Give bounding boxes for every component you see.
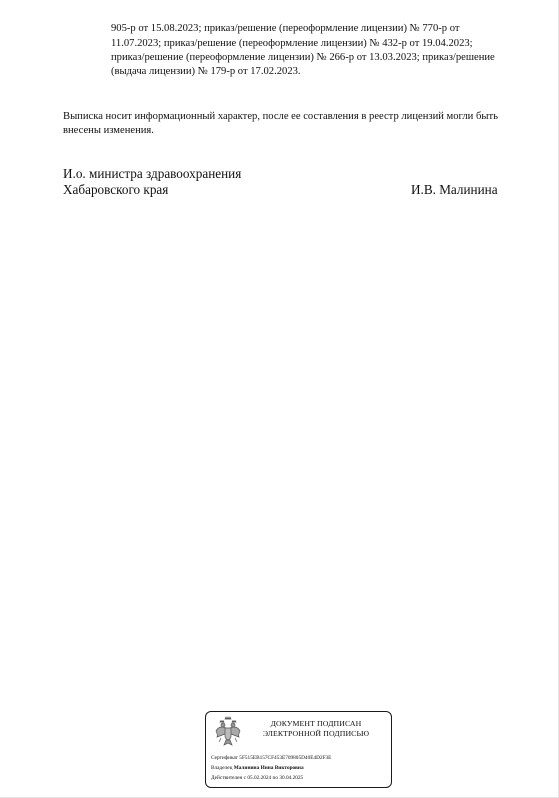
order-history-line: 11.07.2023; приказ/решение (переоформление лицензии) № 432-р от 19.04.2023; xyxy=(111,38,473,49)
electronic-signature-stamp xyxy=(205,711,392,788)
order-history-line: 905-р от 15.08.2023; приказ/решение (переоформление лицензии) № 770-р от xyxy=(111,23,460,34)
stamp-certificate-line xyxy=(211,755,331,761)
signer-name: И.В. Малинина xyxy=(411,182,498,197)
stamp-title-line-1: ДОКУМЕНТ ПОДПИСАН xyxy=(270,719,362,728)
stamp-validity-line: Действителен с 05.02.2024 по 30.04.2025 xyxy=(211,775,304,781)
disclaimer-line: Выписка носит информационный характер, после ее составления в реестр лицензий могли быть xyxy=(63,111,498,122)
stamp-title-line-2: ЭЛЕКТРОННОЙ ПОДПИСЬЮ xyxy=(262,729,370,738)
order-history-line: приказ/решение (переоформление лицензии) № 266-р от 13.03.2023; приказ/решение xyxy=(111,52,495,63)
certificate-value: 5F515EB157CF453E709805D40E4D2F3E xyxy=(239,755,332,761)
signer-position-line-2: Хабаровского края xyxy=(63,182,169,197)
disclaimer-line: внесены изменения. xyxy=(63,125,154,136)
stamp-owner-line xyxy=(211,765,304,771)
order-history-line: (выдача лицензии) № 179-р от 17.02.2023. xyxy=(111,66,301,77)
owner-label: Владелец xyxy=(211,765,233,771)
owner-value: Малинина Инна Викторовна xyxy=(233,765,304,771)
certificate-label: Сертификат xyxy=(211,755,238,761)
signer-position-line-1: И.о. министра здравоохранения xyxy=(63,166,242,181)
